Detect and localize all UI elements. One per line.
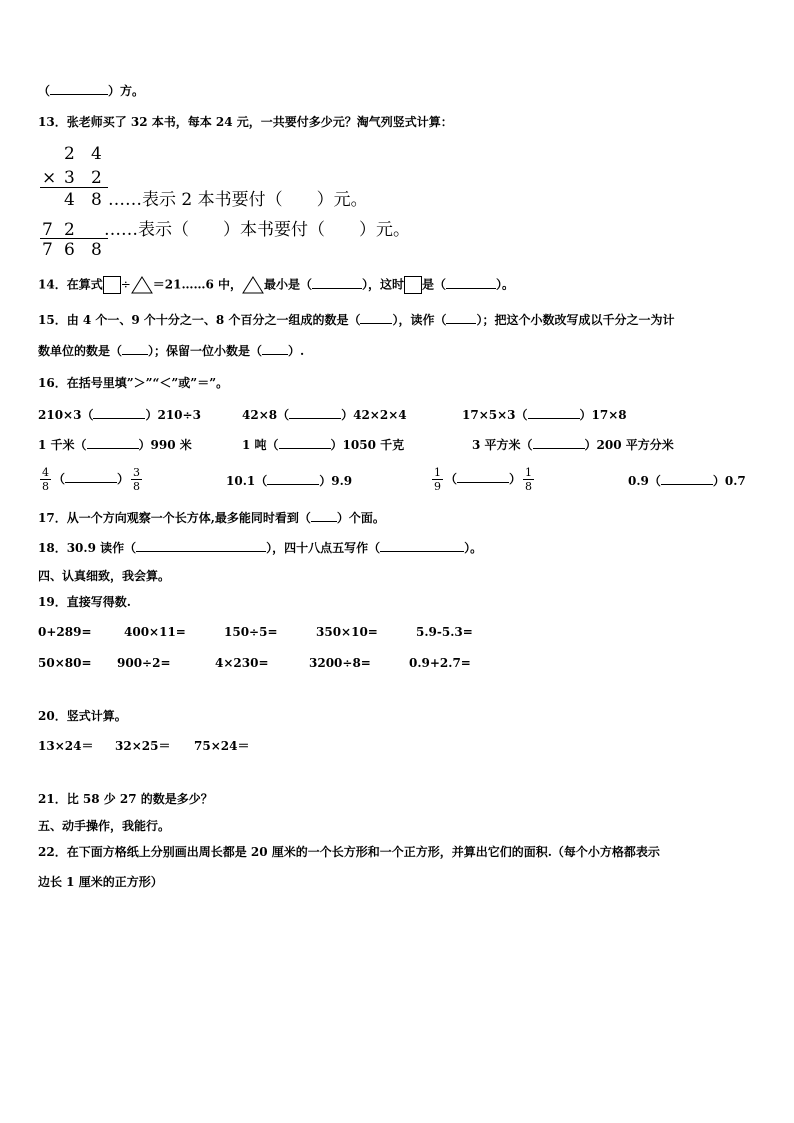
- q14: [38, 276, 514, 294]
- answer-blank[interactable]: [312, 277, 362, 289]
- q13-text: 13．张老师买了 32 本书，每本 24 元，一共要付多少元？淘气列竖式计算：: [38, 115, 453, 129]
- square-box-icon: [404, 276, 422, 294]
- fraction: [131, 466, 142, 493]
- q21-text: 21．比 58 少 27 的数是多少？: [38, 792, 213, 806]
- paren-open: （: [53, 472, 66, 486]
- section-5-heading: 五、动手操作，我能行。: [38, 819, 171, 833]
- q14-text: ）。: [496, 277, 515, 292]
- fraction: [40, 466, 51, 493]
- answer-blank[interactable]: [122, 343, 148, 355]
- answer-blank[interactable]: [528, 407, 580, 419]
- q13-note-1: ……表示 2 本书要付（ ）元。: [108, 190, 368, 210]
- compare-item: [472, 437, 674, 453]
- q14-text: 是（: [422, 277, 447, 292]
- compare-left: 3 平方米（: [472, 438, 533, 452]
- digit: 2: [91, 168, 102, 188]
- compare-item: [242, 437, 404, 453]
- answer-blank[interactable]: [289, 407, 341, 419]
- square-box-icon[interactable]: [103, 276, 121, 294]
- compare-left: 17×5×3（: [462, 408, 528, 422]
- digit: 7: [42, 240, 53, 260]
- numerator: 1: [434, 466, 441, 479]
- compare-item: [242, 407, 407, 423]
- compare-right: ）990 米: [138, 438, 192, 452]
- fraction: [432, 466, 443, 493]
- q15-text: 15．由 4 个一、9 个十分之一、8 个百分之一组成的数是（: [38, 313, 361, 327]
- q14-text: 最小是（: [264, 277, 313, 292]
- multiply-sign: ×: [42, 168, 57, 188]
- digit: 2: [64, 144, 75, 164]
- q16-text: 16．在括号里填”＞”“＜”或”＝”。: [38, 376, 229, 390]
- fraction: [523, 466, 534, 493]
- q17-text: ）个面。: [336, 511, 385, 525]
- denominator: 9: [434, 480, 441, 493]
- compare-right: ）9.9: [319, 474, 353, 488]
- digit: 3: [64, 168, 75, 188]
- q15-text: ）.: [288, 344, 305, 358]
- answer-blank[interactable]: [262, 343, 288, 355]
- q17-text: 17．从一个方向观察一个长方体,最多能同时看到（: [38, 511, 311, 525]
- q15-text: ）；保留一位小数是（: [148, 344, 263, 358]
- compare-item: [430, 464, 536, 494]
- answer-blank[interactable]: [65, 471, 117, 483]
- numerator: 4: [42, 466, 49, 479]
- q14-text: ），这时: [362, 277, 405, 292]
- answer-blank[interactable]: [457, 471, 509, 483]
- oral-calc-item: 0+289=: [38, 625, 92, 639]
- compare-item: [38, 437, 192, 453]
- oral-calc-item: 3200÷8=: [309, 656, 371, 670]
- compare-left: 0.9（: [628, 474, 661, 488]
- vertical-calc-item: 32×25＝: [115, 739, 171, 753]
- compare-item: [38, 464, 144, 494]
- answer-blank[interactable]: [93, 407, 145, 419]
- compare-right: ）200 平方分米: [584, 438, 674, 452]
- oral-calc-item: 0.9+2.7=: [409, 656, 471, 670]
- q18: [38, 540, 482, 556]
- oral-calc-item: 50×80=: [38, 656, 92, 670]
- paren-open: （: [445, 472, 458, 486]
- compare-right: ）17×8: [579, 408, 627, 422]
- vertical-calc-item: 13×24＝: [38, 739, 94, 753]
- answer-blank[interactable]: [360, 312, 392, 324]
- oral-calc-item: 150÷5=: [224, 625, 278, 639]
- denominator: 8: [133, 480, 141, 493]
- answer-blank[interactable]: [446, 312, 476, 324]
- q18-text: 18．30.9 读作（: [38, 541, 137, 555]
- q15-text: ）；把这个小数改写成以千分之一为计: [476, 313, 675, 327]
- answer-blank[interactable]: [661, 473, 713, 485]
- section-4-heading: 四、认真细致，我会算。: [38, 569, 171, 583]
- compare-left: 42×8（: [242, 408, 290, 422]
- q19-text: 19．直接写得数.: [38, 595, 131, 609]
- q18-text: ），四十八点五写作（: [266, 541, 381, 555]
- compare-right: ）210÷3: [145, 408, 201, 422]
- digit: 6: [64, 240, 75, 260]
- oral-calc-item: 5.9-5.3=: [416, 625, 473, 639]
- numerator: 3: [133, 466, 141, 479]
- vertical-calc-item: 75×24＝: [194, 739, 250, 753]
- paren-open: （: [38, 84, 51, 98]
- answer-blank[interactable]: [533, 437, 585, 449]
- digit: 8: [91, 190, 102, 210]
- answer-blank[interactable]: [311, 510, 337, 522]
- answer-blank[interactable]: [136, 540, 266, 552]
- numerator: 1: [525, 466, 533, 479]
- digit: 4: [91, 144, 102, 164]
- q12-tail: [38, 83, 144, 99]
- compare-item: [38, 407, 201, 423]
- q20-text: 20．竖式计算。: [38, 709, 127, 723]
- digit: 7: [42, 220, 53, 240]
- answer-blank[interactable]: [87, 437, 139, 449]
- answer-blank[interactable]: [380, 540, 464, 552]
- answer-blank[interactable]: [446, 277, 496, 289]
- compare-left: 1 千米（: [38, 438, 87, 452]
- compare-left: 10.1（: [226, 474, 268, 488]
- oral-calc-item: 900÷2=: [117, 656, 171, 670]
- oral-calc-item: 4×230=: [215, 656, 269, 670]
- denominator: 8: [42, 480, 49, 493]
- q17: [38, 510, 385, 526]
- q22-line1: 22．在下面方格纸上分别画出周长都是 20 厘米的一个长方形和一个正方形，并算出它们的面积.（每个小方格都表示: [38, 845, 660, 859]
- answer-blank[interactable]: [267, 473, 319, 485]
- compare-item: [462, 407, 627, 423]
- q15-line2: [38, 343, 304, 359]
- q18-text: ）。: [464, 541, 483, 555]
- digit: 8: [91, 240, 102, 260]
- paren-close: ）: [117, 472, 130, 486]
- q15-text: ），读作（: [392, 313, 447, 327]
- oral-calc-item: 400×11=: [124, 625, 186, 639]
- q15-text: 数单位的数是（: [38, 344, 123, 358]
- compare-item: [226, 473, 352, 489]
- denominator: 8: [525, 480, 533, 493]
- answer-blank[interactable]: [50, 83, 108, 95]
- calc-divider-line: [40, 238, 108, 239]
- compare-right: ）1050 千克: [330, 438, 405, 452]
- paren-close: ）: [509, 472, 522, 486]
- answer-blank[interactable]: [279, 437, 331, 449]
- triangle-icon: [242, 276, 264, 294]
- compare-left: 1 吨（: [242, 438, 279, 452]
- digit: 4: [64, 190, 75, 210]
- compare-right: ）42×2×4: [341, 408, 407, 422]
- calc-divider-line: [40, 187, 108, 188]
- compare-right: ）0.7: [712, 474, 746, 488]
- q12-tail-text: ）方。: [108, 84, 145, 98]
- q13-note-2: ……表示（ ）本书要付（ ）元。: [104, 220, 410, 240]
- compare-left: 210×3（: [38, 408, 94, 422]
- triangle-icon[interactable]: [131, 276, 153, 294]
- digit: 2: [64, 220, 75, 240]
- q14-text: 14．在算式: [38, 277, 103, 292]
- q14-text: ＝21……6 中，: [152, 277, 242, 292]
- compare-item: [628, 473, 746, 489]
- divide-sign: ÷: [120, 277, 131, 292]
- q22-line2: 边长 1 厘米的正方形）: [38, 875, 163, 889]
- q15-line1: [38, 312, 675, 328]
- oral-calc-item: 350×10=: [316, 625, 378, 639]
